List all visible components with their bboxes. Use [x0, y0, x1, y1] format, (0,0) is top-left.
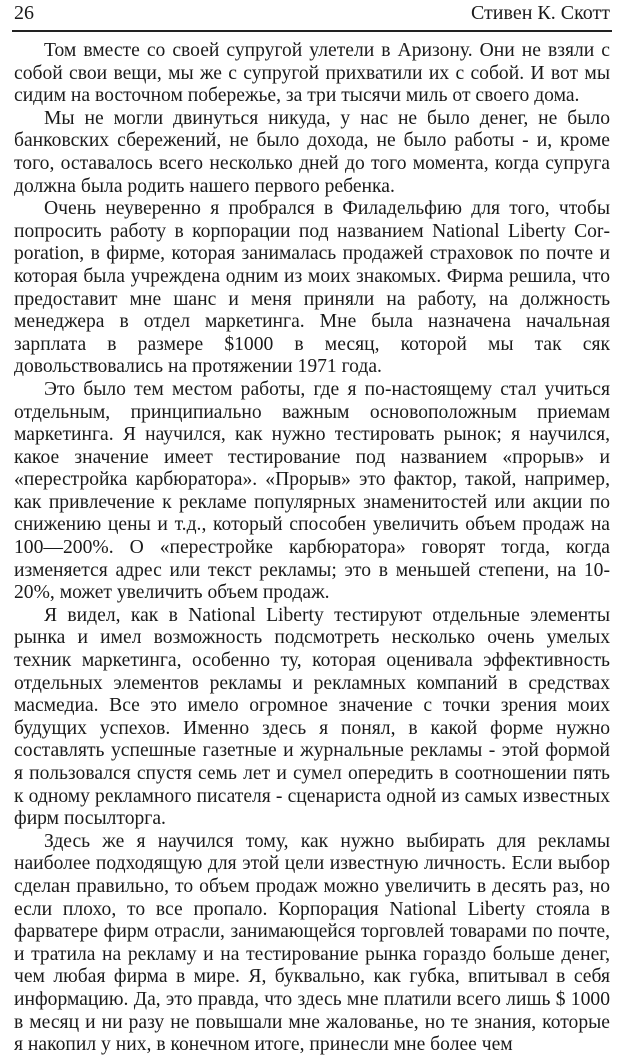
paragraph: Мы не могли двинуться никуда, у нас не было денег, не было банковских сбережений, не было дохода, не было работы - и, кроме того, оставалось всего несколько дней до того момента, когда супруга должна была родить нашего первого ребенка. [14, 107, 610, 197]
paragraph: Я видел, как в National Liberty тестируют отдельные элементы рынка и имел возможность подсмотреть несколько очень умелых техник маркетинга, особенно ту, которая оценивала эффективность отдельных элементов рекламы и рекламных компаний в средствах масмедиа. Все это имело огромное значение с точки зрения моих будущих успехов. Именно здесь я понял, в какой форме нужно составлять успешные газетные и журнальные рекламы - этой формой я пользовался спустя семь лет и сумел опередить в соотношении пять к одному рекламного писателя - сценариста одной из самых известных фирм посылторга. [14, 604, 610, 830]
paragraph: Очень неуверенно я пробрался в Филадельфию для того, чтобы попросить работу в корпорации под названием National Liberty Corporation, в фирме, которая занималась продажей страховок по почте и которая была учреждена одним из моих знакомых. Фирма решила, что предоставит мне шанс и меня приняли на работу, на должность менеджера в отдел маркетинга. Мне была назначена начальная зарплата в размере $1000 в месяц, которой мы так сяк довольствовались на протяжении 1971 года. [14, 198, 610, 378]
page-header [8, 0, 612, 30]
body-text [14, 40, 610, 1057]
book-page [8, 0, 612, 1056]
paragraph: Это было тем местом работы, где я по-настоящему стал учиться отдельным, принципиально важным основоположным приемам маркетинга. Я научился, как нужно тестировать рынок; я научился, какое значение имеет тестирование под названием «прорыв» и «перестройка карбюратора». «Прорыв» это фактор, такой, например, как привлечение к рекламе популярных знаменитостей или акции по снижению цены и т.д., который способен увеличить объем продаж на 100—200%. О «перестройке карбюратора» говорят тогда, когда изменяется адрес или текст рекламы; это в меньшей степени, на 10-20%, может увеличить объем продаж. [14, 378, 610, 604]
paragraph: Том вместе со своей супругой улетели в Аризону. Они не взяли с собой свои вещи, мы же с супругой прихватили их с собой. И вот мы сидим на восточном побережье, за три тысячи миль от своего дома. [14, 40, 610, 107]
paragraph: Здесь же я научился тому, как нужно выбирать для рекламы наиболее подходящую для этой цели известную личность. Если выбор сделан правильно, то объем продаж можно увеличить в десять раз, но если плохо, то все пропало. Корпорация National Liberty стояла в фарватере фирм отрасли, занимающейся торговлей товарами по почте, и тратила на рекламу и на тестирование рынка гораздо больше денег, чем любая фирма в мире. Я, буквально, как губка, впитывал в себя информацию. Да, это правда, что здесь мне платили всего лишь $ 1000 в месяц и ни разу не повышали мне жалованье, но те знания, которые я накопил у них, в конечном итоге, принесли мне более чем [14, 830, 610, 1056]
page-number: 26 [14, 2, 34, 24]
header-rule [12, 30, 612, 32]
running-head-author: Стивен К. Скотт [470, 2, 610, 24]
